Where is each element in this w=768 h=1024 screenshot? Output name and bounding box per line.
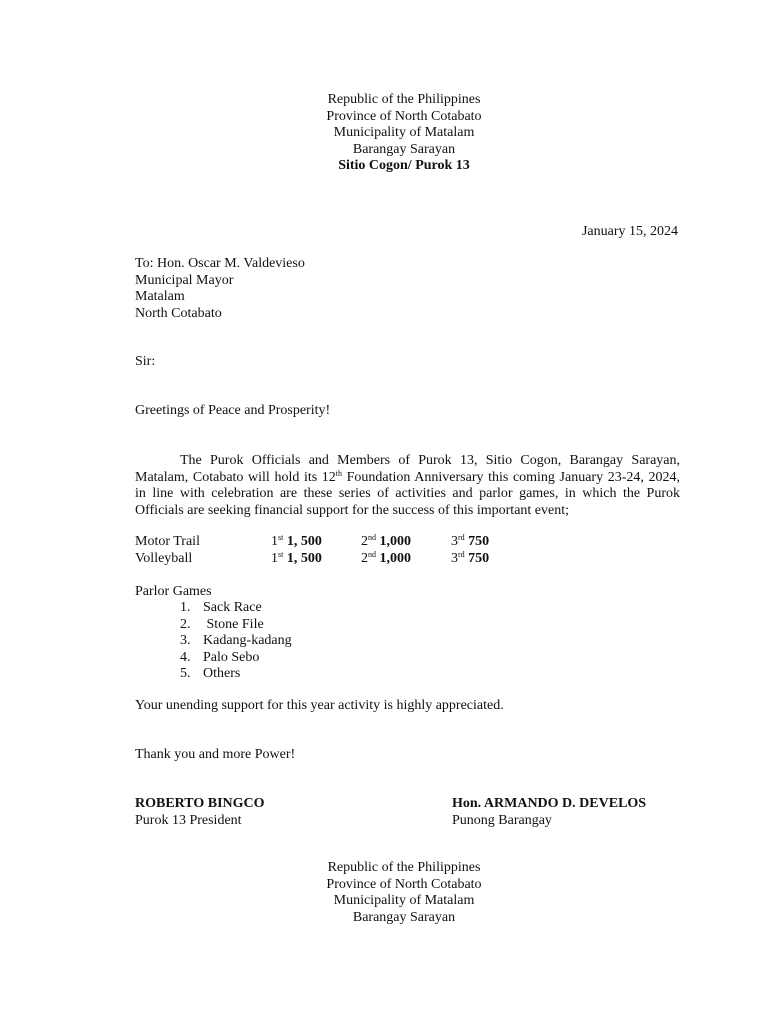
signatory-name: Hon. ARMANDO D. DEVELOS <box>452 796 647 811</box>
recipient-position: Municipal Mayor <box>135 272 234 288</box>
support-sentence: Your unending support for this year activity is highly appreciated. <box>135 698 504 713</box>
body-paragraph <box>135 453 680 519</box>
list-item-label: Stone File <box>203 616 264 632</box>
list-item <box>180 617 292 634</box>
prize-rank-suffix: nd <box>368 549 376 559</box>
signatory-title: Purok 13 President <box>135 812 242 828</box>
letterhead-barangay: Barangay Sarayan <box>352 141 456 157</box>
prize-second <box>361 534 451 551</box>
letterhead-sitio: Sitio Cogon/ Purok 13 <box>338 158 470 173</box>
signatory-left <box>135 796 265 829</box>
recipient-town: Matalam <box>135 289 185 304</box>
prize-rank-suffix: st <box>278 549 284 559</box>
body-text-part2: Foundation Anniversary this coming January 23-24, 2024, in line with celebration are these series of activities and parlor games, in which the Purok Officials are seeking financial support for the success of this important event; <box>135 469 680 518</box>
body-text-part1: The Purok Officials and Members of Purok 13, Sitio Cogon, Barangay Sarayan, Matalam, Cotabato will hold its 12 <box>135 453 680 485</box>
list-item-number: 4. <box>180 649 191 665</box>
prize-rank: 2 <box>361 534 368 549</box>
prize-rank-suffix: nd <box>368 533 376 542</box>
letterhead-municipality: Municipality of Matalam <box>333 125 475 140</box>
letterhead-municipality: Municipality of Matalam <box>333 893 475 908</box>
prize-second <box>361 551 451 568</box>
prize-rank-suffix: rd <box>458 533 465 542</box>
prize-row <box>135 551 489 568</box>
list-item-number: 1. <box>180 600 191 615</box>
letter-date: January 15, 2024 <box>581 224 678 239</box>
list-item-number: 3. <box>180 633 191 648</box>
prize-row <box>135 534 489 551</box>
prize-first <box>271 551 361 568</box>
signatory-right <box>452 796 646 829</box>
body-ordinal-suffix: th <box>335 468 343 478</box>
letterhead-province: Province of North Cotabato <box>326 108 482 124</box>
letterhead-country: Republic of the Philippines <box>327 92 481 107</box>
list-item <box>180 666 292 683</box>
prize-first <box>271 534 361 551</box>
prize-third <box>451 534 489 551</box>
prize-rank: 1 <box>271 550 278 566</box>
prize-amount: 1, 500 <box>286 550 322 566</box>
list-item-label: Kadang-kadang <box>203 633 292 648</box>
prize-rank: 3 <box>451 534 458 549</box>
letterhead-barangay: Barangay Sarayan <box>352 909 456 925</box>
prize-rank: 3 <box>451 550 458 566</box>
prize-table <box>135 534 489 567</box>
signatory-name: ROBERTO BINGCO <box>135 796 265 811</box>
list-item-number: 5. <box>180 666 191 681</box>
recipient-name: To: Hon. Oscar M. Valdevieso <box>135 256 305 271</box>
prize-amount: 750 <box>468 534 490 549</box>
recipient-province: North Cotabato <box>135 305 222 321</box>
closing-thanks: Thank you and more Power! <box>135 747 296 762</box>
parlor-games-list <box>180 600 292 683</box>
list-item <box>180 650 292 667</box>
prize-third <box>451 551 489 568</box>
letterhead-province: Province of North Cotabato <box>326 876 482 892</box>
list-item-label: Palo Sebo <box>203 649 260 665</box>
prize-rank: 1 <box>271 534 278 549</box>
letterhead <box>0 92 768 175</box>
list-item <box>180 633 292 650</box>
prize-amount: 1,000 <box>379 550 411 566</box>
recipient-block <box>135 256 305 322</box>
prize-rank-suffix: rd <box>458 549 465 559</box>
letterhead-country: Republic of the Philippines <box>327 860 481 875</box>
prize-event: Motor Trail <box>135 534 200 549</box>
list-item <box>180 600 292 617</box>
prize-amount: 750 <box>468 550 490 566</box>
list-item-label: Others <box>203 666 241 681</box>
prize-rank: 2 <box>361 550 368 566</box>
parlor-games-title: Parlor Games <box>135 584 212 599</box>
prize-amount: 1,000 <box>379 534 411 549</box>
letterhead-footer <box>0 860 768 926</box>
list-item-number: 2. <box>180 616 191 632</box>
prize-event: Volleyball <box>135 550 193 566</box>
signatory-title: Punong Barangay <box>452 812 552 828</box>
prize-amount: 1, 500 <box>286 534 322 549</box>
list-item-label: Sack Race <box>203 600 262 615</box>
greeting: Greetings of Peace and Prosperity! <box>135 403 331 418</box>
salutation: Sir: <box>135 354 156 369</box>
prize-rank-suffix: st <box>278 533 284 542</box>
